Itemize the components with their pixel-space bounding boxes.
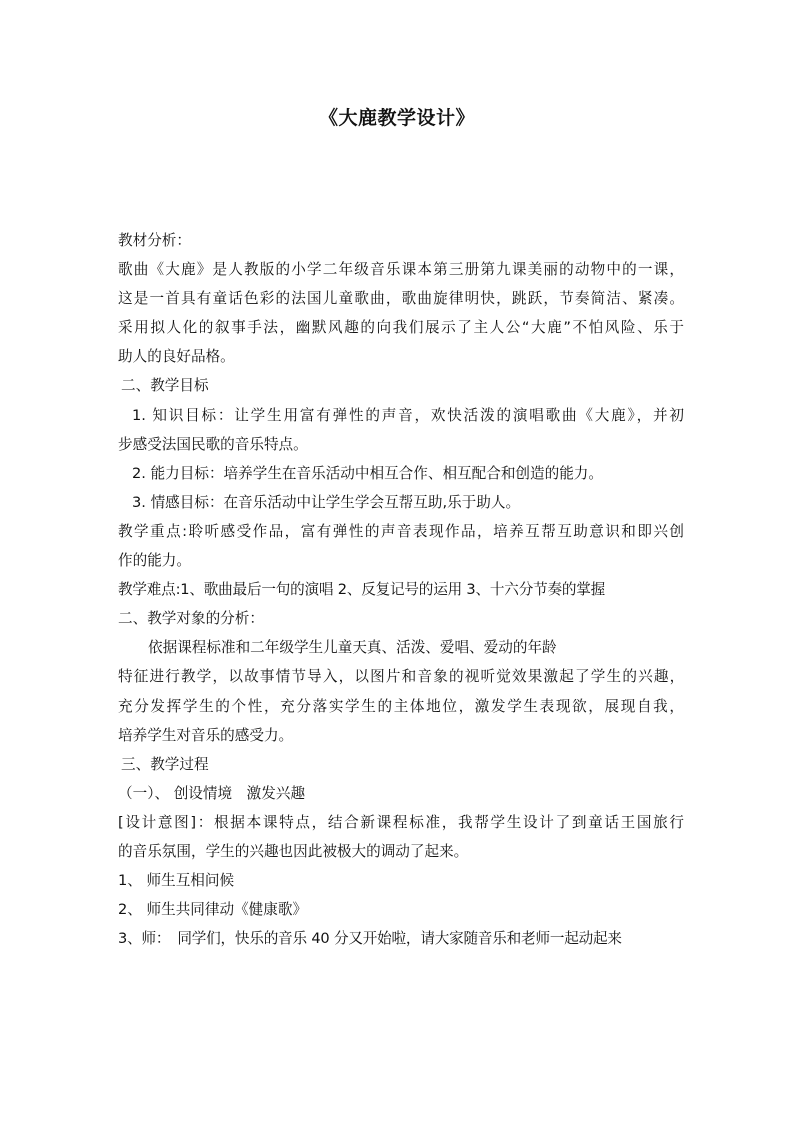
paragraph-line: 充分发挥学生的个性，充分落实学生的主体地位，激发学生表现欲，展现自我， <box>118 697 684 715</box>
paragraph-line: 这是一首具有童话色彩的法国儿童歌曲，歌曲旋律明快，跳跃，节奏简洁、紧凑。 <box>118 290 684 308</box>
process-step: 2、 师生共同律动《健康歌》 <box>118 901 308 919</box>
document-title: 《大鹿教学设计》 <box>318 107 475 129</box>
section-heading-material-analysis: 教材分析： <box>118 232 191 249</box>
process-step: 3、师： 同学们，快乐的音乐 40 分又开始啦，请大家随音乐和老师一起动起来 <box>118 930 622 948</box>
paragraph-line: 助人的良好品格。 <box>118 348 235 366</box>
document-body <box>118 226 684 953</box>
teaching-difficulty: 教学难点:1、歌曲最后一句的演唱 2、反复记号的运用 3、十六分节奏的掌握 <box>118 581 606 599</box>
design-intent: [设计意图]：根据本课特点，结合新课程标准，我帮学生设计了到童话王国旅行 <box>118 813 684 831</box>
paragraph-line: 特征进行教学，以故事情节导入，以图片和音象的视听觉效果激起了学生的兴趣， <box>118 668 684 686</box>
paragraph-line: 的音乐氛围，学生的兴趣也因此被极大的调动了起来。 <box>118 842 469 860</box>
goal-item-knowledge: 1. 知识目标：让学生用富有弹性的声音，欢快活泼的演唱歌曲《大鹿》，并初 <box>132 406 684 424</box>
paragraph-line: 培养学生对音乐的感受力。 <box>118 726 294 744</box>
goal-item-ability: 2. 能力目标：培养学生在音乐活动中相互合作、相互配合和创造的能力。 <box>132 464 603 482</box>
teaching-focus: 教学重点:聆听感受作品，富有弹性的声音表现作品，培养互帮互助意识和即兴创 <box>118 522 684 540</box>
process-step: 1、 师生互相问候 <box>118 872 235 890</box>
paragraph-line: 依据课程标准和二年级学生儿童天真、活泼、爱唱、爱动的年龄 <box>148 639 557 657</box>
paragraph-line: 采用拟人化的叙事手法，幽默风趣的向我们展示了主人公“大鹿”不怕风险、乐于 <box>118 319 684 337</box>
paragraph-line: 作的能力。 <box>118 552 191 570</box>
section-heading-teaching-process: 三、教学过程 <box>121 755 209 773</box>
section-heading-teaching-goals: 二、教学目标 <box>121 377 209 395</box>
section-heading-student-analysis: 二、教学对象的分析： <box>118 610 264 628</box>
paragraph-line: 歌曲《大鹿》是人教版的小学二年级音乐课本第三册第九课美丽的动物中的一课， <box>118 261 684 279</box>
subsection-heading: （一）、 创设情境 激发兴趣 <box>118 784 306 802</box>
paragraph-line: 步感受法国民歌的音乐特点。 <box>118 435 308 453</box>
goal-item-emotion: 3. 情感目标：在音乐活动中让学生学会互帮互助,乐于助人。 <box>132 493 521 511</box>
